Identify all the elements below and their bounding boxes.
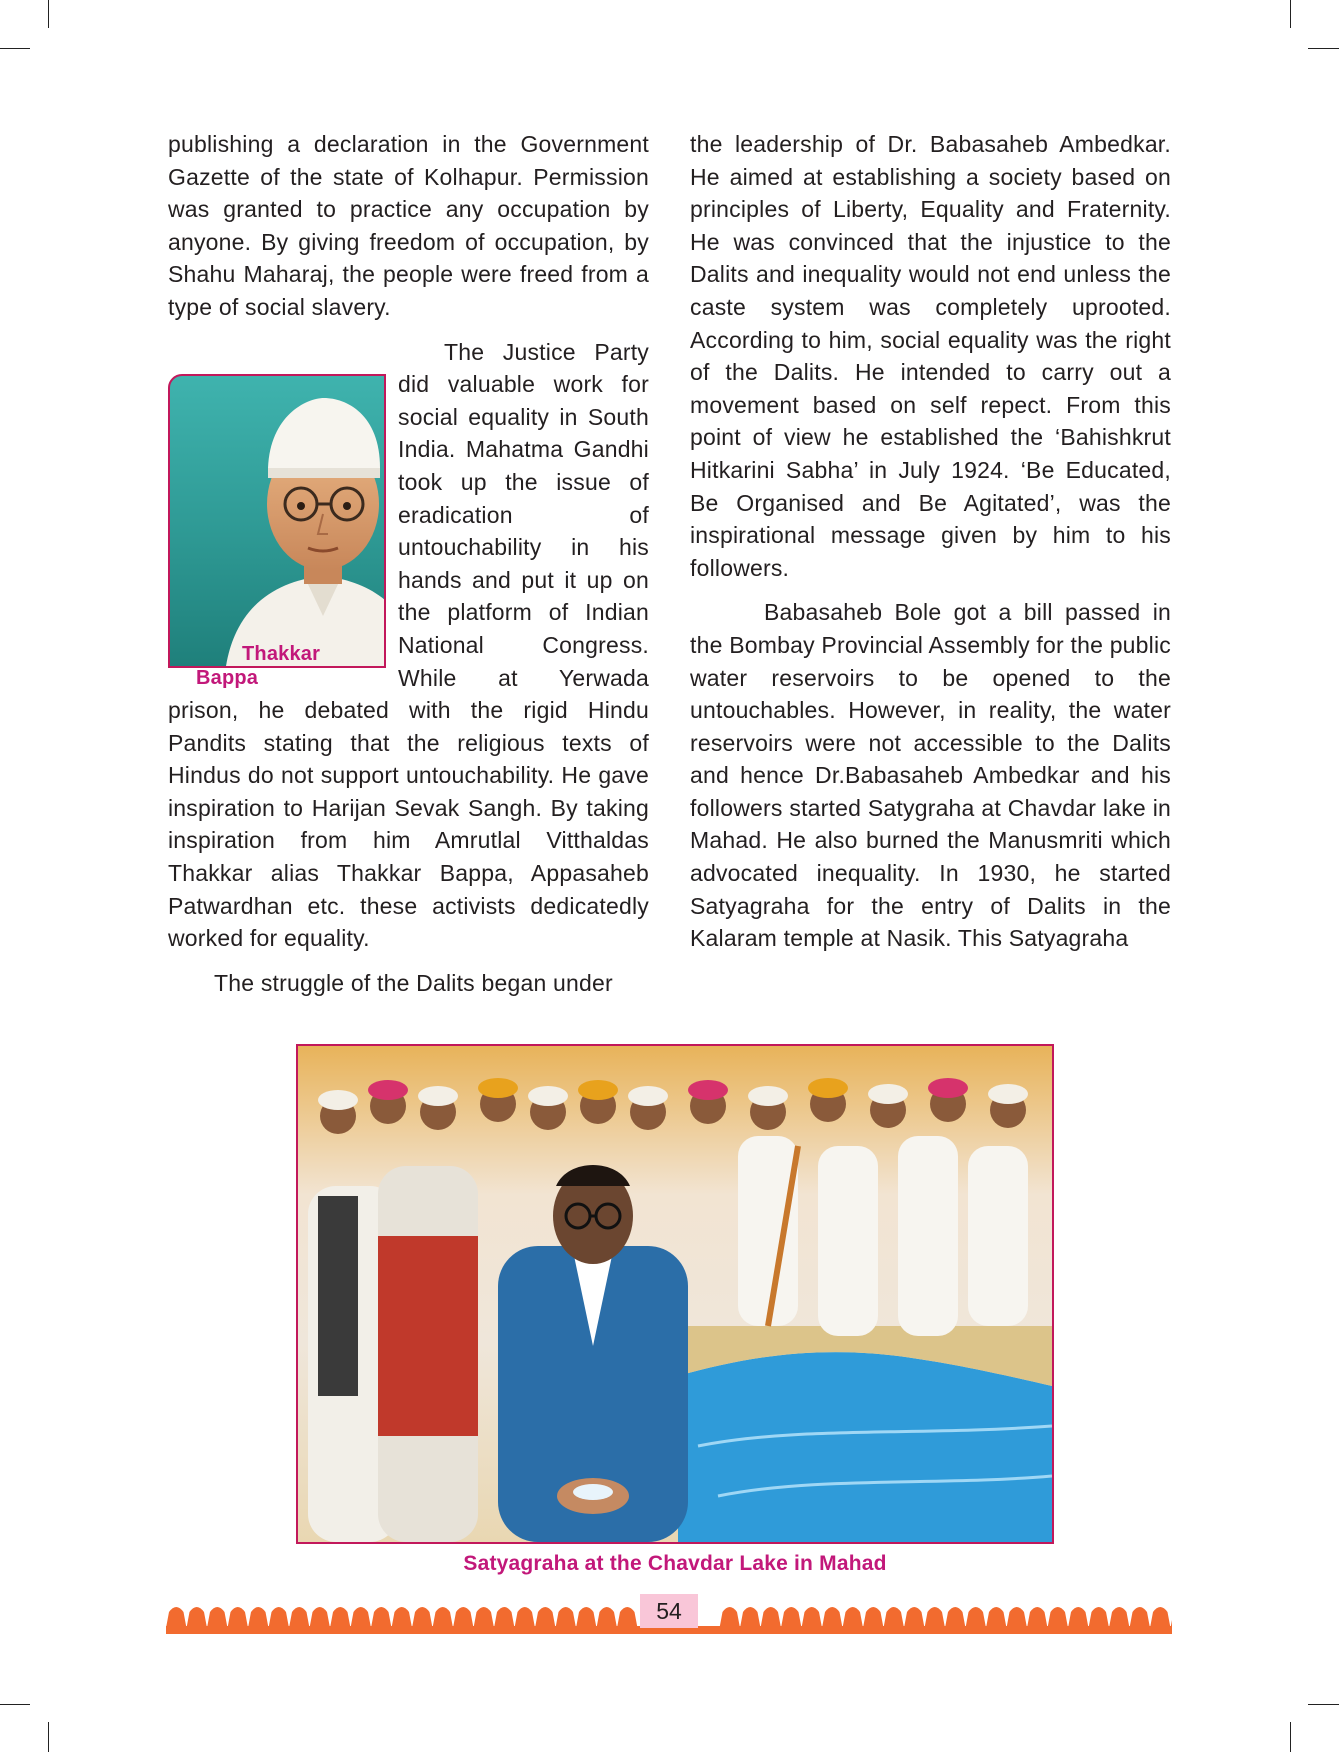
footer-scallop [351,1607,372,1628]
footer-scallop [433,1607,454,1628]
footer-scallop [597,1607,618,1628]
left-text-column [168,128,649,1011]
footer-scallop [248,1607,269,1628]
crop-mark [1308,48,1339,49]
footer-scallop [392,1607,413,1628]
paragraph: The struggle of the Dalits began under [214,969,613,996]
footer-scallop [187,1607,208,1628]
right-text-column [690,128,1171,967]
footer-scallop [761,1607,782,1628]
paragraph: the leadership of Dr. Babasaheb Ambedkar. He aimed at establishing a society based on principles of Liberty, Equality and Fraternity. He was convinced that the injustice to the Dalits and inequality would not end unless the caste system was completely uprooted. According to him, social equality was the right of the Dalits. He intended to carry out a movement based on self repect. From this point of view he established the ‘Bahishkrut Hitkarini Sabha’ in July 1924. ‘Be Educated, Be Organised and Be Agitated’, was the inspirational message given by him to his followers. [690,131,1171,581]
footer-scallop [228,1607,249,1628]
satyagraha-scene [298,1046,1052,1542]
satyagraha-illustration [296,1044,1054,1544]
footer-scallop [986,1607,1007,1628]
footer-scallop [884,1607,905,1628]
paragraph-with-portrait [168,336,649,955]
footer-scallop [556,1607,577,1628]
crop-mark [1308,1704,1339,1705]
footer-scallop [1027,1607,1048,1628]
footer-scallop [720,1607,741,1628]
footer-scallop [453,1607,474,1628]
footer-scallop [1068,1607,1089,1628]
portrait-illustration [216,376,386,666]
footer-scallop [617,1607,638,1628]
footer-scallop [289,1607,310,1628]
footer-scallop [166,1607,187,1628]
crop-mark [0,1704,30,1705]
footer-scallop [494,1607,515,1628]
crop-mark [0,48,30,49]
footer-scallop [863,1607,884,1628]
illustration-caption: Satyagraha at the Chavdar Lake in Mahad [463,1552,887,1575]
footer-scallop [1007,1607,1028,1628]
portrait-caption: Thakkar Bappa [196,642,321,689]
footer-scallop [781,1607,802,1628]
footer-scallop [822,1607,843,1628]
crop-mark [1290,1722,1291,1752]
crop-mark [1290,0,1291,28]
footer-scallop [207,1607,228,1628]
footer-scallop [740,1607,761,1628]
footer-scallop [535,1607,556,1628]
footer-scallop [1130,1607,1151,1628]
footer-scallop [843,1607,864,1628]
paragraph: Babasaheb Bole got a bill passed in the Bombay Provincial Assembly for the public water reservoirs to be opened to the untouchables. However, in reality, the water reservoirs were not accessible to the Dalits and hence Dr.Babasaheb Ambedkar and his followers started Satygraha at Chavdar lake in Mahad. He also burned the Manusmriti which advocated inequality. In 1930, he started Satyagraha for the entry of Dalits in the Kalaram temple at Nasik. This Satyagraha [690,599,1171,952]
footer-scallop [412,1607,433,1628]
portrait-figure [168,374,386,690]
crop-mark [48,0,49,28]
footer-scallop [576,1607,597,1628]
page-number: 54 [640,1594,698,1628]
footer-scallop [515,1607,536,1628]
footer-scallop [371,1607,392,1628]
footer-scallop [1150,1607,1171,1628]
footer-scallop [310,1607,331,1628]
footer-scallop [330,1607,351,1628]
footer-scallop [1109,1607,1130,1628]
footer-scallop [802,1607,823,1628]
portrait-image [168,374,386,668]
footer-scallop [945,1607,966,1628]
footer-scallop [474,1607,495,1628]
paragraph-text: The Justice Party did valuable work for social equality in South India. Mahatma Gandhi took up the issue of eradication of untouchability in his hands and put it up on the platform of Indian National Congress. While at Yerwada prison, he debated with the rigid Hindu Pandits stating that the religious texts of Hindus do not support untouchability. He gave inspiration to Harijan Sevak Sangh. By taking inspiration from him Amrutlal Vitthaldas Thakkar alias Thakkar Bappa, Appasaheb Patwardhan etc. these activists dedicatedly worked for equality. [168,338,649,952]
footer-scallop [1089,1607,1110,1628]
footer-scallop [1048,1607,1069,1628]
footer-scallop [269,1607,290,1628]
footer-scallop [966,1607,987,1628]
crop-mark [48,1722,49,1752]
paragraph: publishing a declaration in the Government Gazette of the state of Kolhapur. Permission was granted to practice any occupation by anyone. By giving freedom of occupation, by Shahu Maharaj, the people were freed from a type of social slavery. [168,131,649,320]
footer-scallop [904,1607,925,1628]
footer-scallop [925,1607,946,1628]
footer-scallop [1171,1607,1173,1628]
